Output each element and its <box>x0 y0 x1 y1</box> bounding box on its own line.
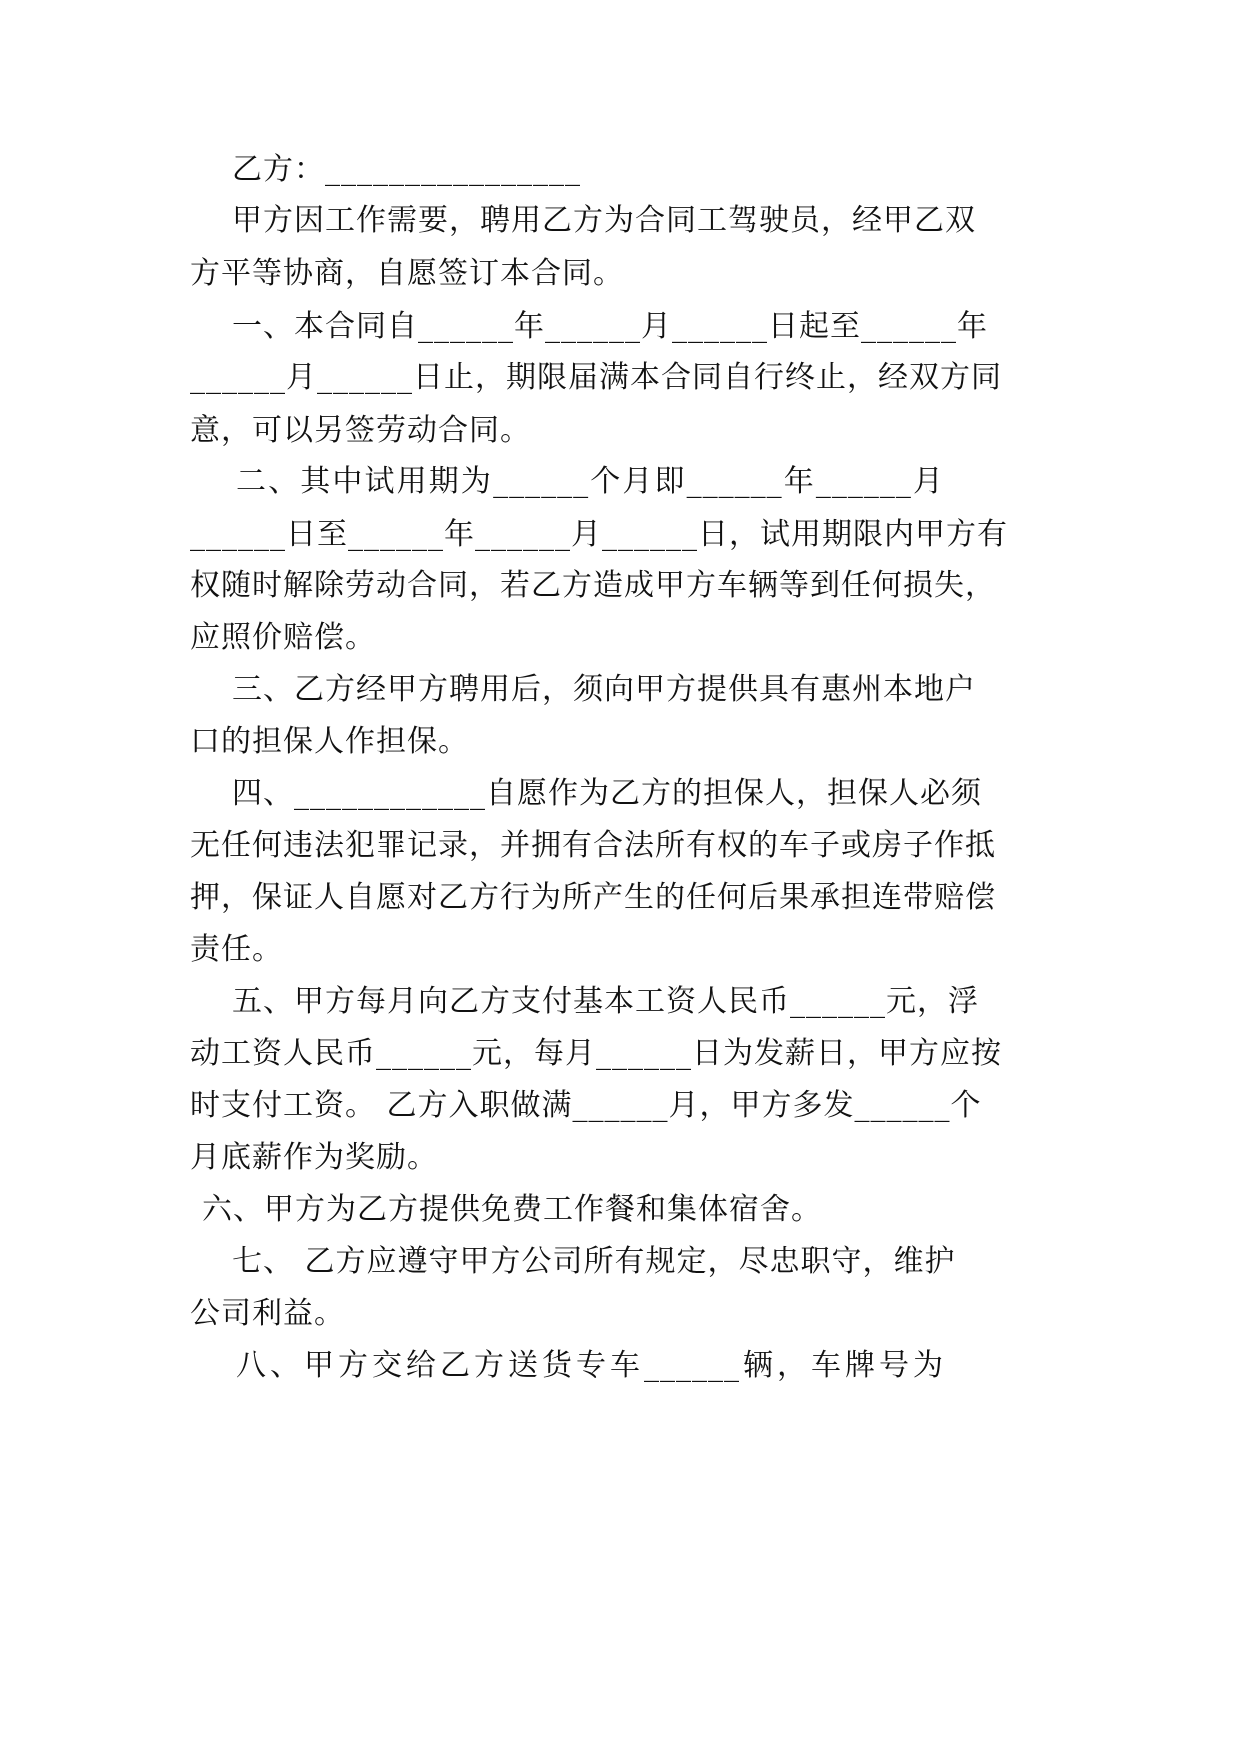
clause-5-line-4: 月底薪作为奖励。 <box>190 1140 438 1175</box>
clause-2-line-3: 权随时解除劳动合同，若乙方造成甲方车辆等到任何损失， <box>190 568 996 603</box>
clause-2-line-4: 应照价赔偿。 <box>190 620 376 655</box>
clause-1-line-2: ______月______日止，期限届满本合同自行终止，经双方同 <box>190 360 1002 395</box>
clause-5-line-3: 时支付工资。 乙方入职做满______月，甲方多发______个 <box>190 1088 982 1123</box>
paragraph-intro-line-1: 甲方因工作需要，聘用乙方为合同工驾驶员，经甲乙双 <box>232 203 976 238</box>
clause-7-line-2: 公司利益。 <box>190 1296 345 1331</box>
clause-8-line-1: 八、甲方交给乙方送货专车______辆，车牌号为 <box>236 1348 944 1383</box>
clause-3-line-2: 口的担保人作担保。 <box>190 724 469 759</box>
party-b-line: 乙方：________________ <box>232 152 581 187</box>
clause-4-line-4: 责任。 <box>190 932 283 967</box>
clause-4-line-1: 四、____________自愿作为乙方的担保人，担保人必须 <box>232 776 982 811</box>
clause-6-line-1: 六、甲方为乙方提供免费工作餐和集体宿舍。 <box>202 1192 822 1227</box>
clause-1-line-1: 一、本合同自______年______月______日起至______年 <box>232 309 988 344</box>
clause-4-line-2: 无任何违法犯罪记录，并拥有合法所有权的车子或房子作抵 <box>190 828 996 863</box>
clause-7-line-1: 七、 乙方应遵守甲方公司所有规定，尽忠职守，维护 <box>232 1244 956 1279</box>
clause-4-line-3: 押，保证人自愿对乙方行为所产生的任何后果承担连带赔偿 <box>190 880 996 915</box>
clause-2-line-1: 二、其中试用期为______个月即______年______月 <box>236 464 944 499</box>
clause-2-line-2: ______日至______年______月______日，试用期限内甲方有 <box>190 517 1008 552</box>
clause-5-line-1: 五、甲方每月向乙方支付基本工资人民币______元，浮 <box>232 984 979 1019</box>
clause-3-line-1: 三、乙方经甲方聘用后，须向甲方提供具有惠州本地户 <box>232 672 976 707</box>
clause-1-line-3: 意，可以另签劳动合同。 <box>190 413 531 448</box>
paragraph-intro-line-2: 方平等协商，自愿签订本合同。 <box>190 256 624 291</box>
clause-5-line-2: 动工资人民币______元，每月______日为发薪日，甲方应按 <box>190 1036 1002 1071</box>
